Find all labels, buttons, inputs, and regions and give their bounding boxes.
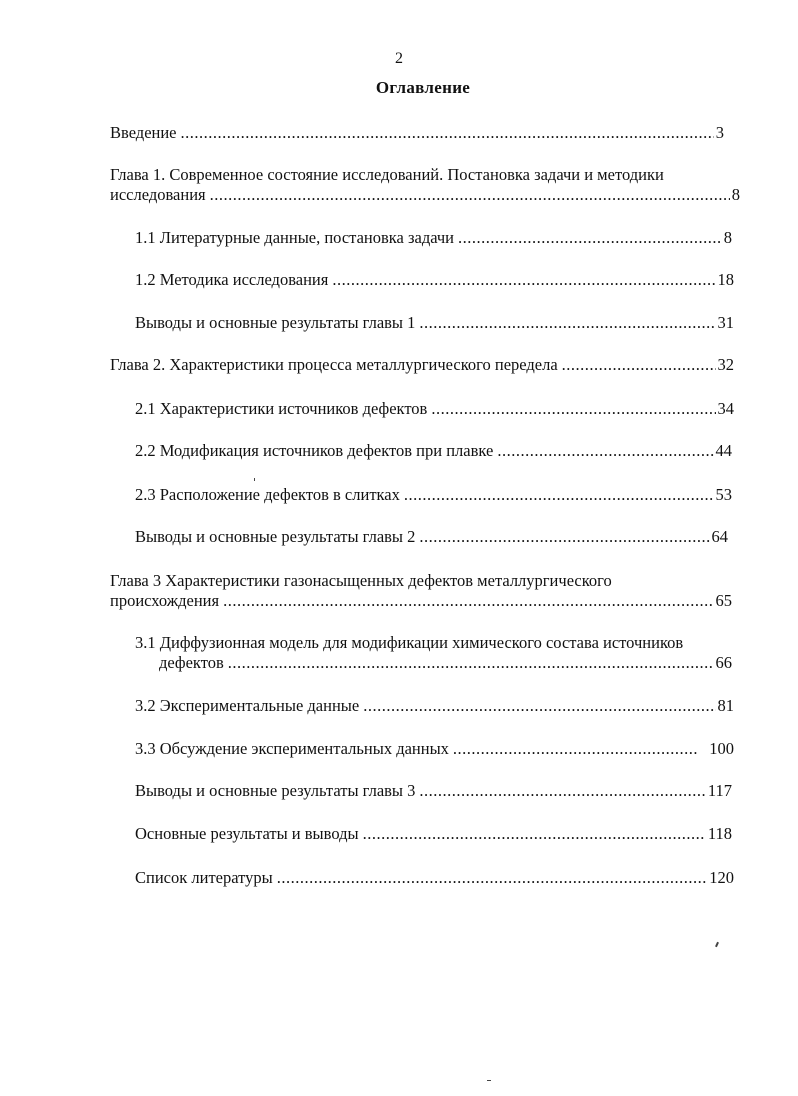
toc-entry-label: 2.2 Модификация источников дефектов при плавке — [135, 441, 494, 460]
toc-entry-section-1-1[interactable] — [135, 228, 732, 248]
toc-entry-label: Список литературы — [135, 868, 273, 887]
toc-dot-leader — [223, 591, 713, 611]
toc-dot-leader — [404, 485, 714, 505]
toc-entry-chapter-1[interactable] — [110, 165, 740, 205]
toc-entry-page: 64 — [711, 527, 728, 546]
toc-entry-main-results[interactable] — [135, 824, 732, 844]
toc-entry-conclusions-2[interactable] — [135, 527, 728, 547]
toc-dot-leader — [277, 868, 708, 888]
toc-dot-leader — [431, 399, 715, 419]
toc-entry-label-line1: Глава 1. Современное состояние исследований. Постановка задачи и методики — [110, 165, 664, 184]
toc-entry-section-3-1[interactable] — [135, 633, 732, 673]
toc-dot-leader — [419, 781, 705, 801]
toc-dot-leader — [497, 441, 713, 461]
toc-entry-chapter-3[interactable] — [110, 571, 732, 611]
toc-dot-leader — [458, 228, 722, 248]
toc-entry-page: 65 — [715, 591, 732, 610]
scan-speck — [715, 942, 719, 947]
toc-entry-chapter-2[interactable] — [110, 355, 734, 375]
toc-entry-label: Выводы и основные результаты главы 3 — [135, 781, 416, 800]
toc-entry-page: 81 — [717, 696, 734, 715]
toc-entry-page: 3 — [715, 123, 724, 142]
toc-entry-page: 117 — [707, 781, 732, 800]
toc-entry-label: 1.1 Литературные данные, постановка задачи — [135, 228, 455, 247]
toc-entry-label: 3.2 Экспериментальные данные — [135, 696, 360, 715]
toc-entry-page: 32 — [717, 355, 734, 374]
toc-entry-label: 1.2 Методика исследования — [135, 270, 329, 289]
toc-entry-page: 8 — [723, 228, 732, 247]
toc-dot-leader — [181, 123, 714, 143]
toc-dot-leader — [228, 653, 714, 673]
toc-entry-conclusions-3[interactable] — [135, 781, 732, 801]
toc-entry-section-2-3[interactable] — [135, 485, 732, 505]
page-title: Оглавление — [375, 78, 471, 97]
scan-speck — [254, 478, 255, 481]
toc-entry-label: дефектов — [159, 653, 224, 672]
toc-entry-label: Выводы и основные результаты главы 1 — [135, 313, 416, 332]
toc-entry-page: 34 — [717, 399, 734, 418]
toc-entry-section-1-2[interactable] — [135, 270, 734, 290]
toc-entry-label: 2.3 Расположение дефектов в слитках — [135, 485, 400, 504]
toc-dot-leader — [210, 185, 730, 205]
toc-entry-page: 18 — [717, 270, 734, 289]
toc-dot-leader — [419, 313, 715, 333]
toc-entry-bibliography[interactable] — [135, 868, 734, 888]
toc-entry-label: Глава 2. Характеристики процесса металлургического передела — [110, 355, 558, 374]
toc-entry-section-3-2[interactable] — [135, 696, 734, 716]
toc-entry-section-2-1[interactable] — [135, 399, 734, 419]
toc-entry-conclusions-1[interactable] — [135, 313, 734, 333]
toc-entry-page: 120 — [709, 868, 734, 887]
toc-dot-leader — [363, 696, 715, 716]
toc-dot-leader — [332, 270, 715, 290]
toc-entry-page: 31 — [717, 313, 734, 332]
toc-entry-page: 118 — [707, 824, 732, 843]
toc-entry-label: происхождения — [110, 591, 220, 610]
toc-entry-page: 66 — [715, 653, 732, 672]
scan-speck — [487, 1080, 491, 1081]
toc-entry-page: 53 — [715, 485, 732, 504]
toc-entry-section-2-2[interactable] — [135, 441, 732, 461]
toc-entry-label: Введение — [110, 123, 177, 142]
toc-dot-leader — [562, 355, 716, 375]
toc-entry-page: 100 — [709, 739, 734, 758]
toc-entry-page: 8 — [731, 185, 740, 204]
toc-entry-label: 2.1 Характеристики источников дефектов — [135, 399, 428, 418]
toc-dot-leader — [363, 824, 706, 844]
toc-entry-label: исследования — [110, 185, 206, 204]
toc-entry-label-line1: Глава 3 Характеристики газонасыщенных дефектов металлургического — [110, 571, 612, 590]
toc-dot-leader — [453, 739, 699, 759]
toc-entry-page: 44 — [715, 441, 732, 460]
toc-entry-introduction[interactable] — [110, 123, 724, 143]
toc-entry-section-3-3[interactable] — [135, 739, 734, 759]
toc-dot-leader — [419, 527, 709, 547]
toc-entry-label: Выводы и основные результаты главы 2 — [135, 527, 416, 546]
toc-entry-label-line1: 3.1 Диффузионная модель для модификации химического состава источников — [135, 633, 684, 652]
page-number: 2 — [395, 50, 403, 67]
toc-entry-label: 3.3 Обсуждение экспериментальных данных — [135, 739, 449, 758]
toc-entry-label: Основные результаты и выводы — [135, 824, 359, 843]
